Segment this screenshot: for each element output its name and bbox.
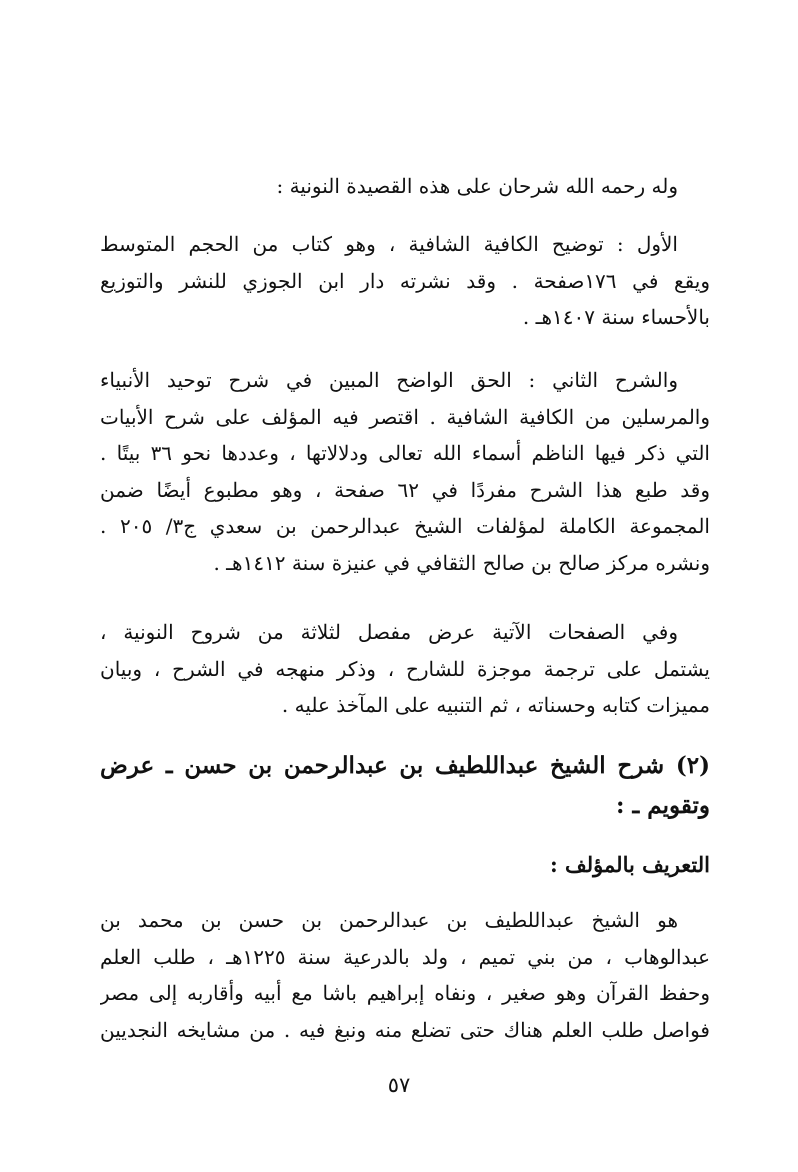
paragraph-line: التي ذكر فيها الناظم أسماء الله تعالى ودلالاتها ، وعددها نحو ٣٦ بيتًا . (100, 441, 710, 465)
paragraph-line: عبدالوهاب ، من بني تميم ، ولد بالدرعية سنة ١٢٢٥هـ ، طلب العلم (100, 944, 710, 969)
paragraph-line: بالأحساء سنة ١٤٠٧هـ . (522, 305, 710, 329)
author-bio-paragraph (100, 902, 710, 1048)
second-commentary-paragraph (100, 362, 710, 581)
intro-paragraph (100, 168, 710, 205)
paragraph-line: فواصل طلب العلم هناك حتى تضلع منه ونبغ فيه . من مشايخه النجديين (100, 1017, 710, 1042)
paragraph-line: المجموعة الكاملة لمؤلفات الشيخ عبدالرحمن بن سعدي ج٣/ ٢٠٥ . (100, 514, 710, 538)
section-heading (100, 746, 710, 826)
paragraph-line: والشرح الثاني : الحق الواضح المبين في شرح توحيد الأنبياء (100, 368, 678, 392)
paragraph-line: ونشره مركز صالح بن صالح الثقافي في عنيزة سنة ١٤١٢هـ . (213, 550, 710, 575)
paragraph-line: يشتمل على ترجمة موجزة للشارح ، وذكر منهجه في الشرح ، وبيان (100, 656, 710, 681)
upcoming-pages-paragraph (100, 614, 710, 724)
paragraph-line: وقد طبع هذا الشرح مفردًا في ٦٢ صفحة ، وهو مطبوع أيضًا ضمن (100, 477, 710, 502)
subheading-line: التعريف بالمؤلف : (549, 852, 710, 877)
paragraph-line: والمرسلين من الكافية الشافية . اقتصر فيه المؤلف على شرح الأبيات (100, 404, 710, 429)
heading-line: (٢) شرح الشيخ عبداللطيف بن عبدالرحمن بن حسن ـ عرض (100, 752, 710, 779)
paragraph-line: ويقع في ١٧٦صفحة . وقد نشرته دار ابن الجوزي للنشر والتوزيع (100, 268, 710, 293)
intro-line: وله رحمه الله شرحان على هذه القصيدة النونية : (276, 174, 678, 198)
paragraph-line: وحفظ القرآن وهو صغير ، ونفاه إبراهيم باشا مع أبيه وأقاربه إلى مصر (100, 981, 710, 1005)
page-number: ٥٧ (387, 1073, 411, 1097)
author-intro-heading (100, 848, 710, 882)
paragraph-line: هو الشيخ عبداللطيف بن عبدالرحمن بن حسن بن محمد بن (100, 908, 678, 932)
first-commentary-paragraph (100, 226, 710, 336)
paragraph-line: الأول : توضيح الكافية الشافية ، وهو كتاب من الحجم المتوسط (100, 232, 678, 256)
paragraph-line: وفي الصفحات الآتية عرض مفصل لثلاثة من شروح النونية ، (100, 620, 678, 644)
heading-line: وتقويم ـ : (616, 792, 710, 819)
paragraph-line: مميزات كتابه وحسناته ، ثم التنبيه على المآخذ عليه . (281, 693, 710, 717)
